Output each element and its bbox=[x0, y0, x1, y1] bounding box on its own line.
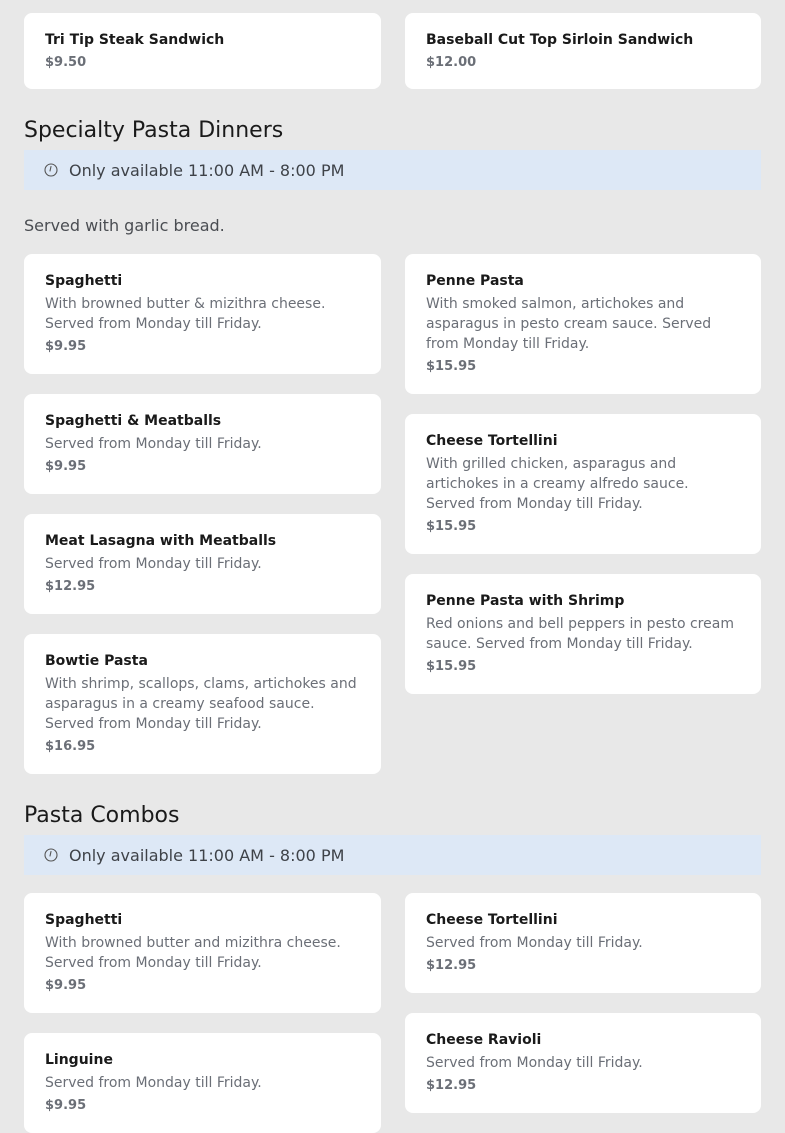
menu-item-card[interactable] bbox=[24, 634, 381, 774]
menu-item-name: Cheese Tortellini bbox=[426, 912, 558, 928]
menu-item-name: Tri Tip Steak Sandwich bbox=[45, 32, 225, 48]
menu-item-description: Red onions and bell peppers in pesto cream sauce. Served from Monday till Friday. bbox=[426, 616, 734, 652]
menu-item-card[interactable] bbox=[24, 514, 381, 614]
menu-item-price: $9.95 bbox=[45, 459, 87, 474]
menu-item-description: With grilled chicken, asparagus and artichokes in a creamy alfredo sauce. Served from Monday till Friday. bbox=[426, 456, 689, 512]
menu-item-card[interactable] bbox=[405, 414, 761, 554]
menu-item-price: $15.95 bbox=[426, 659, 477, 674]
menu-item-card[interactable] bbox=[24, 394, 381, 494]
clock-icon bbox=[44, 848, 58, 862]
menu-item-card[interactable] bbox=[405, 254, 761, 394]
menu-item-card[interactable] bbox=[24, 254, 381, 374]
section-description: Served with garlic bread. bbox=[24, 216, 225, 235]
menu-item-price: $9.95 bbox=[45, 339, 87, 354]
menu-item-description: Served from Monday till Friday. bbox=[45, 436, 262, 452]
menu-item-card[interactable] bbox=[405, 893, 761, 993]
menu-item-price: $9.95 bbox=[45, 1098, 87, 1113]
menu-item-name: Penne Pasta with Shrimp bbox=[426, 593, 625, 609]
menu-item-price: $15.95 bbox=[426, 519, 477, 534]
menu-item-card[interactable] bbox=[24, 893, 381, 1013]
menu-item-name: Linguine bbox=[45, 1052, 113, 1068]
section-title: Pasta Combos bbox=[24, 803, 180, 828]
menu-item-description: Served from Monday till Friday. bbox=[426, 1055, 643, 1071]
availability-notice bbox=[24, 150, 761, 190]
availability-text: Only available 11:00 AM - 8:00 PM bbox=[69, 160, 345, 180]
menu-item-name: Bowtie Pasta bbox=[45, 653, 148, 669]
menu-item-price: $12.95 bbox=[426, 958, 477, 973]
menu-item-name: Baseball Cut Top Sirloin Sandwich bbox=[426, 32, 694, 48]
menu-item-name: Cheese Tortellini bbox=[426, 433, 558, 449]
menu-item-price: $9.95 bbox=[45, 978, 87, 993]
menu-item-card[interactable] bbox=[405, 574, 761, 694]
menu-item-description: Served from Monday till Friday. bbox=[45, 556, 262, 572]
menu-item-price: $9.50 bbox=[45, 55, 87, 70]
menu-item-description: With browned butter and mizithra cheese. Served from Monday till Friday. bbox=[45, 935, 341, 971]
menu-item-card[interactable] bbox=[405, 1013, 761, 1113]
menu-item-name: Cheese Ravioli bbox=[426, 1032, 542, 1048]
menu-item-card[interactable] bbox=[24, 13, 381, 89]
menu-item-card[interactable] bbox=[405, 13, 761, 89]
menu-item-name: Meat Lasagna with Meatballs bbox=[45, 533, 277, 549]
menu-item-price: $16.95 bbox=[45, 739, 96, 754]
menu-item-price: $15.95 bbox=[426, 359, 477, 374]
section-title: Specialty Pasta Dinners bbox=[24, 118, 284, 143]
menu-item-description: Served from Monday till Friday. bbox=[426, 935, 643, 951]
menu-item-name: Spaghetti & Meatballs bbox=[45, 413, 222, 429]
availability-text: Only available 11:00 AM - 8:00 PM bbox=[69, 845, 345, 865]
clock-icon bbox=[44, 163, 58, 177]
availability-notice bbox=[24, 835, 761, 875]
menu-item-description: With shrimp, scallops, clams, artichokes and asparagus in a creamy seafood sauce. Served from Monday till Friday. bbox=[45, 676, 357, 732]
menu-item-price: $12.95 bbox=[426, 1078, 477, 1093]
menu-item-name: Spaghetti bbox=[45, 273, 123, 289]
menu-item-price: $12.95 bbox=[45, 579, 96, 594]
menu-item-name: Spaghetti bbox=[45, 912, 123, 928]
menu-item-description: Served from Monday till Friday. bbox=[45, 1075, 262, 1091]
menu-item-price: $12.00 bbox=[426, 55, 477, 70]
menu-item-name: Penne Pasta bbox=[426, 273, 524, 289]
menu-item-description: With smoked salmon, artichokes and asparagus in pesto cream sauce. Served from Monday till Friday. bbox=[426, 296, 712, 352]
menu-item-card[interactable] bbox=[24, 1033, 381, 1133]
menu-item-description: With browned butter & mizithra cheese. Served from Monday till Friday. bbox=[45, 296, 326, 332]
